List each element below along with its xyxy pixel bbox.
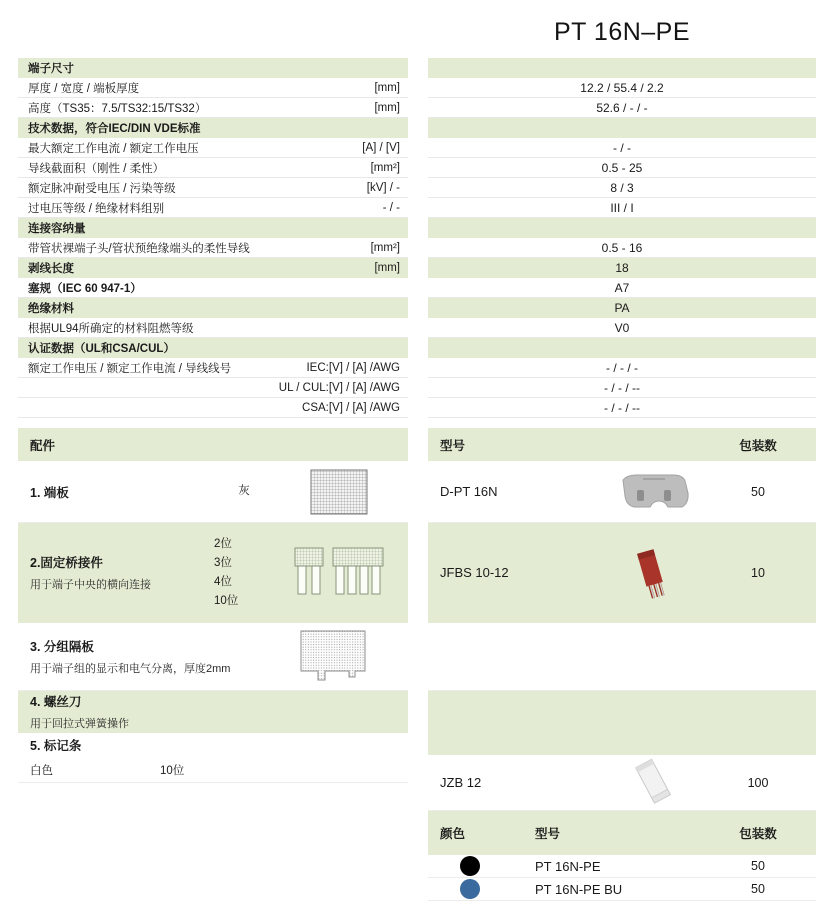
spec-unit: UL / CUL:[V] / [A] /AWG — [278, 381, 400, 394]
accessory-row-marker-strip-options — [18, 757, 408, 783]
product-pack-qty: 10 — [751, 565, 765, 580]
accessory-text — [30, 483, 204, 501]
spec-row — [18, 318, 408, 338]
accessory-row-end-plate — [18, 461, 408, 523]
accessory-option: 10位 — [214, 594, 239, 607]
spec-label: 高度（TS35：7.5/TS32:15/TS32） — [28, 102, 207, 115]
variant-model: PT 16N-PE BU — [535, 881, 623, 897]
spec-unit: [mm²] — [370, 241, 400, 254]
accessory-text — [30, 553, 214, 592]
value-section-spacer — [428, 218, 816, 238]
accessory-option: 4位 — [214, 575, 232, 588]
accessory-text — [30, 692, 394, 731]
spec-section-header — [18, 218, 408, 238]
accessory-row-marker-strip — [18, 733, 408, 757]
marker-strip-photo-icon — [594, 757, 714, 809]
accessory-options — [214, 535, 284, 611]
spec-value: - / - / - — [606, 360, 638, 375]
accessory-row-screwdriver — [18, 691, 408, 733]
product-pack-qty: 50 — [751, 484, 765, 499]
value-row — [428, 238, 816, 258]
spec-label: 最大额定工作电流 / 额定工作电压 — [28, 142, 199, 155]
accessory-text — [30, 637, 274, 676]
value-row — [428, 198, 816, 218]
value-row — [428, 398, 816, 418]
spec-value: 0.5 - 16 — [601, 240, 643, 255]
spec-unit: [A] / [V] — [362, 141, 400, 154]
spec-value: A7 — [614, 280, 630, 295]
accessory-name: 3. 分组隔板 — [30, 640, 94, 654]
spec-unit: [mm²] — [370, 161, 400, 174]
spec-row — [18, 178, 408, 198]
value-row — [428, 378, 816, 398]
accessory-name: 2.固定桥接件 — [30, 556, 103, 570]
accessory-product-row — [428, 523, 816, 623]
value-row — [428, 318, 816, 338]
spec-unit: [mm] — [374, 81, 400, 94]
spec-label: 根据UL94所确定的材料阻燃等级 — [28, 322, 194, 335]
spec-section-header — [18, 258, 408, 278]
value-row — [428, 298, 816, 318]
color-variant-row — [428, 855, 816, 878]
spec-label: 剥线长度 — [28, 262, 74, 275]
accessory-description: 用于回拉式弹簧操作 — [30, 718, 129, 730]
spec-row — [18, 278, 408, 298]
accessories-section-header — [18, 428, 408, 461]
spec-unit: [mm] — [374, 261, 400, 274]
accessory-row-jumper-bridge — [18, 523, 408, 623]
spec-label: 导线截面积（刚性 / 柔性） — [28, 162, 165, 175]
spec-value: 18 — [615, 260, 629, 275]
accessory-option-positions: 10位 — [160, 764, 185, 777]
spec-label: 端子尺寸 — [28, 62, 74, 75]
value-row — [428, 178, 816, 198]
variant-pack-qty: 50 — [751, 859, 765, 873]
spec-label-column — [18, 58, 408, 783]
accessory-name: 5. 标记条 — [30, 739, 82, 753]
spec-row — [18, 138, 408, 158]
spec-section-header — [18, 298, 408, 318]
accessory-description: 用于端子中央的横向连接 — [30, 579, 151, 591]
spec-value: - / - / -- — [604, 400, 640, 415]
spec-label: 带管状裸端子头/管状预绝缘端头的柔性导线 — [28, 242, 250, 255]
spec-value-column — [428, 58, 816, 901]
spec-row — [18, 78, 408, 98]
spec-row — [18, 398, 408, 418]
spec-value: - / - / -- — [604, 380, 640, 395]
spec-value: 52.6 / - / - — [596, 100, 648, 115]
spec-label: 过电压等级 / 绝缘材料组别 — [28, 202, 165, 215]
spec-row — [18, 378, 408, 398]
spec-section-header — [18, 338, 408, 358]
spec-label: 额定脉冲耐受电压 / 污染等级 — [28, 182, 176, 195]
variant-model: PT 16N-PE — [535, 858, 601, 874]
spec-label: 认证数据（UL和CSA/CUL） — [28, 342, 175, 355]
spec-value: III / I — [610, 200, 634, 215]
accessory-option: 3位 — [214, 556, 232, 569]
spec-label: 技术数据，符合IEC/DIN VDE标准 — [28, 122, 201, 135]
spec-value: 12.2 / 55.4 / 2.2 — [580, 80, 664, 95]
color-variant-row — [428, 878, 816, 901]
value-row — [428, 78, 816, 98]
accessory-name: 1. 端板 — [30, 485, 69, 500]
value-section-spacer — [428, 338, 816, 358]
spec-unit: [mm] — [374, 101, 400, 114]
spec-value: V0 — [614, 320, 630, 335]
end-plate-photo-icon — [594, 470, 714, 514]
column-header-model: 型号 — [440, 438, 466, 453]
column-header-model: 型号 — [535, 827, 561, 841]
accessory-name: 4. 螺丝刀 — [30, 695, 82, 709]
spec-label: 厚度 / 宽度 / 端板厚度 — [28, 82, 140, 95]
page-title: PT 16N–PE — [553, 18, 691, 46]
value-section-spacer — [428, 58, 816, 78]
value-row — [428, 258, 816, 278]
color-variants-header — [428, 811, 816, 855]
partition-plate-icon — [274, 628, 394, 686]
spec-unit: IEC:[V] / [A] /AWG — [306, 361, 400, 374]
product-model: JZB 12 — [440, 775, 482, 790]
spec-value: PA — [614, 300, 630, 315]
spec-section-header — [18, 58, 408, 78]
value-section-spacer — [428, 118, 816, 138]
color-swatch-blue — [440, 879, 535, 899]
jumper-bridge-photo-icon — [594, 544, 714, 602]
jumper-bridge-icon — [284, 542, 394, 604]
value-row — [428, 158, 816, 178]
accessory-option: 灰 — [238, 485, 250, 497]
spec-label: 绝缘材料 — [28, 302, 74, 315]
value-row — [428, 358, 816, 378]
product-pack-qty: 100 — [747, 775, 769, 790]
column-header-pack: 包装数 — [739, 438, 777, 453]
accessories-label: 配件 — [30, 438, 56, 453]
spec-row — [18, 158, 408, 178]
spec-row — [18, 238, 408, 258]
product-model: D-PT 16N — [440, 484, 498, 499]
column-header-color: 颜色 — [440, 827, 466, 841]
end-plate-icon — [284, 468, 394, 516]
spec-label: 塞规（IEC 60 947-1） — [28, 282, 142, 295]
spec-unit: CSA:[V] / [A] /AWG — [302, 401, 400, 414]
accessory-product-row — [428, 461, 816, 523]
accessory-product-row-empty — [428, 623, 816, 691]
accessory-row-partition-plate — [18, 623, 408, 691]
spec-label: 连接容纳量 — [28, 222, 86, 235]
spec-label: 额定工作电压 / 额定工作电流 / 导线线号 — [28, 362, 232, 375]
spec-row — [18, 198, 408, 218]
spec-value: 8 / 3 — [610, 180, 634, 195]
accessory-option-color: 白色 — [30, 764, 53, 777]
spec-row — [18, 98, 408, 118]
spec-value: - / - — [613, 140, 631, 155]
spec-section-header — [18, 118, 408, 138]
spec-unit: - / - — [382, 201, 400, 214]
value-row — [428, 138, 816, 158]
column-header-pack: 包装数 — [739, 827, 777, 841]
spec-value: 0.5 - 25 — [601, 160, 643, 175]
accessory-text — [30, 736, 394, 754]
accessory-product-row — [428, 755, 816, 811]
accessory-option: 2位 — [214, 537, 232, 550]
value-row — [428, 98, 816, 118]
product-model: JFBS 10-12 — [440, 565, 509, 580]
accessory-description: 用于端子组的显示和电气分离，厚度2mm — [30, 663, 231, 675]
variant-pack-qty: 50 — [751, 882, 765, 896]
accessory-product-row-empty — [428, 691, 816, 755]
value-row — [428, 278, 816, 298]
color-swatch-black — [440, 856, 535, 876]
spec-unit: [kV] / - — [366, 181, 400, 194]
spec-row — [18, 358, 408, 378]
accessory-table-header — [428, 428, 816, 461]
